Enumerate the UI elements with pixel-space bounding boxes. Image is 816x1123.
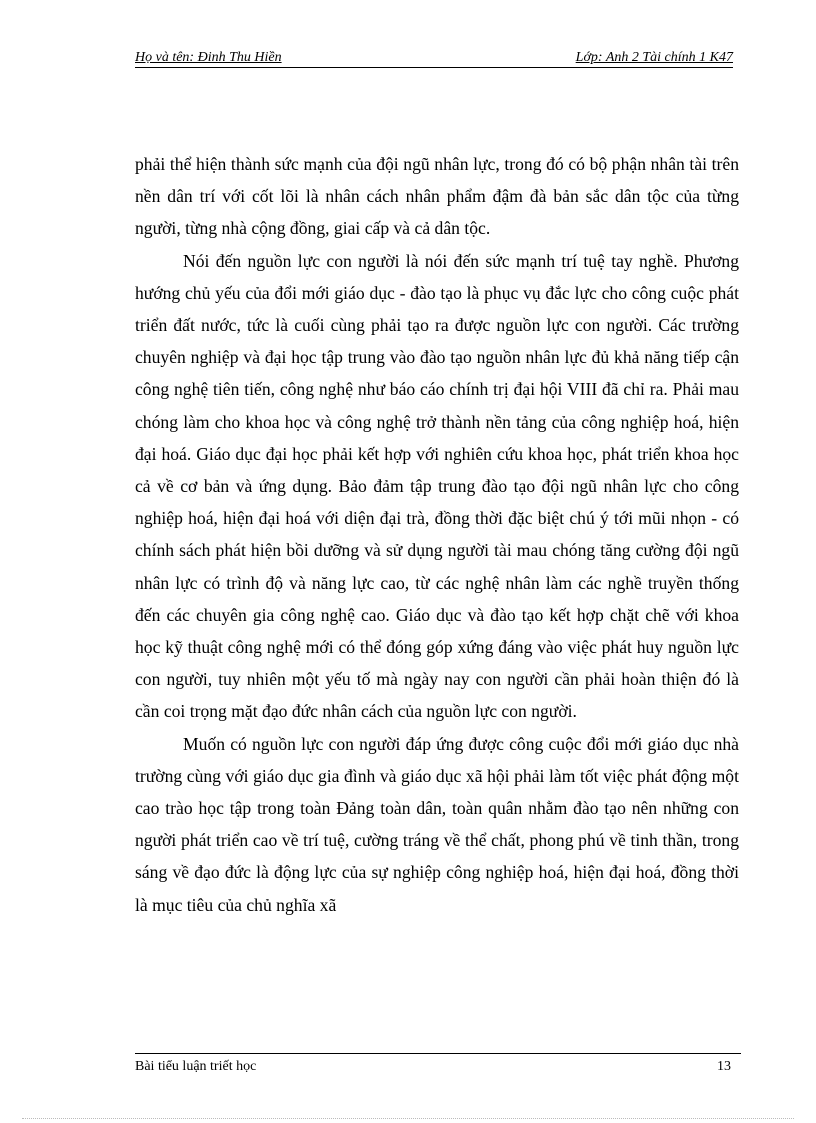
- page-footer: [135, 1053, 741, 1074]
- header-class: Lớp: Anh 2 Tài chính 1 K47: [575, 50, 733, 65]
- paragraph: Muốn có nguồn lực con người đáp ứng được công cuộc đổi mới giáo dục nhà trường cùng với giáo dục gia đình và giáo dục xã hội phải làm tốt việc phát động một cao trào học tập trong toàn Đảng toàn dân, toàn quân nhằm đào tạo nên những con người phát triển cao về trí tuệ, cường tráng về thể chất, phong phú về tinh thần, trong sáng về đạo đức là động lực của sự nghiệp công nghiệp hoá, hiện đại hoá, đồng thời là mục tiêu của chủ nghĩa xã: [135, 733, 739, 915]
- paragraph-continuation: phải thể hiện thành sức mạnh của đội ngũ nhân lực, trong đó có bộ phận nhân tài trên nền dân trí với cốt lõi là nhân cách nhân phẩm đậm đà bản sắc dân tộc của từng người, từng nhà cộng đồng, giai cấp và cả dân tộc.: [135, 154, 739, 239]
- footer-title: Bài tiểu luận triết học: [135, 1059, 257, 1074]
- page-bottom-divider: [22, 1118, 794, 1119]
- paragraph: Nói đến nguồn lực con người là nói đến sức mạnh trí tuệ tay nghề. Phương hướng chủ yếu của đổi mới giáo dục - đào tạo là phục vụ đắc lực cho công cuộc phát triển đất nước, tức là cuối cùng phải tạo ra được nguồn lực con người. Các trường chuyên nghiệp và đại học tập trung vào đào tạo nguồn nhân lực đủ khả năng tiếp cận công nghệ tiên tiến, công nghệ như báo cáo chính trị đại hội VIII đã chỉ ra. Phải mau chóng làm cho khoa học và công nghệ trở thành nền tảng của công nghiệp hoá, hiện đại hoá. Giáo dục đại học phải kết hợp với nghiên cứu khoa học, phát triển khoa học cả về cơ bản và ứng dụng. Bảo đảm tập trung đào tạo đội ngũ nhân lực cho công nghiệp hoá, hiện đại hoá với diện đại trà, đồng thời đặc biệt chú ý tới mũi nhọn - có chính sách phát hiện bồi dưỡng và sử dụng người tài mau chóng tăng cường đội ngũ nhân lực có trình độ và năng lực cao, từ các nghệ nhân làm các nghề truyền thống đến các chuyên gia công nghệ cao. Giáo dục và đào tạo kết hợp chặt chẽ với khoa học kỹ thuật công nghệ mới có thể đóng góp xứng đáng vào việc phát huy nguồn lực con người, tuy nhiên một yếu tố mà ngày nay con người cần phải hoàn thiện đó là cần coi trọng mặt đạo đức nhân cách của nguồn lực con người.: [135, 250, 739, 722]
- page-number: 13: [717, 1059, 731, 1074]
- page-header: [135, 50, 733, 68]
- body-text: [135, 148, 739, 921]
- header-author: Họ và tên: Đinh Thu Hiền: [135, 50, 282, 65]
